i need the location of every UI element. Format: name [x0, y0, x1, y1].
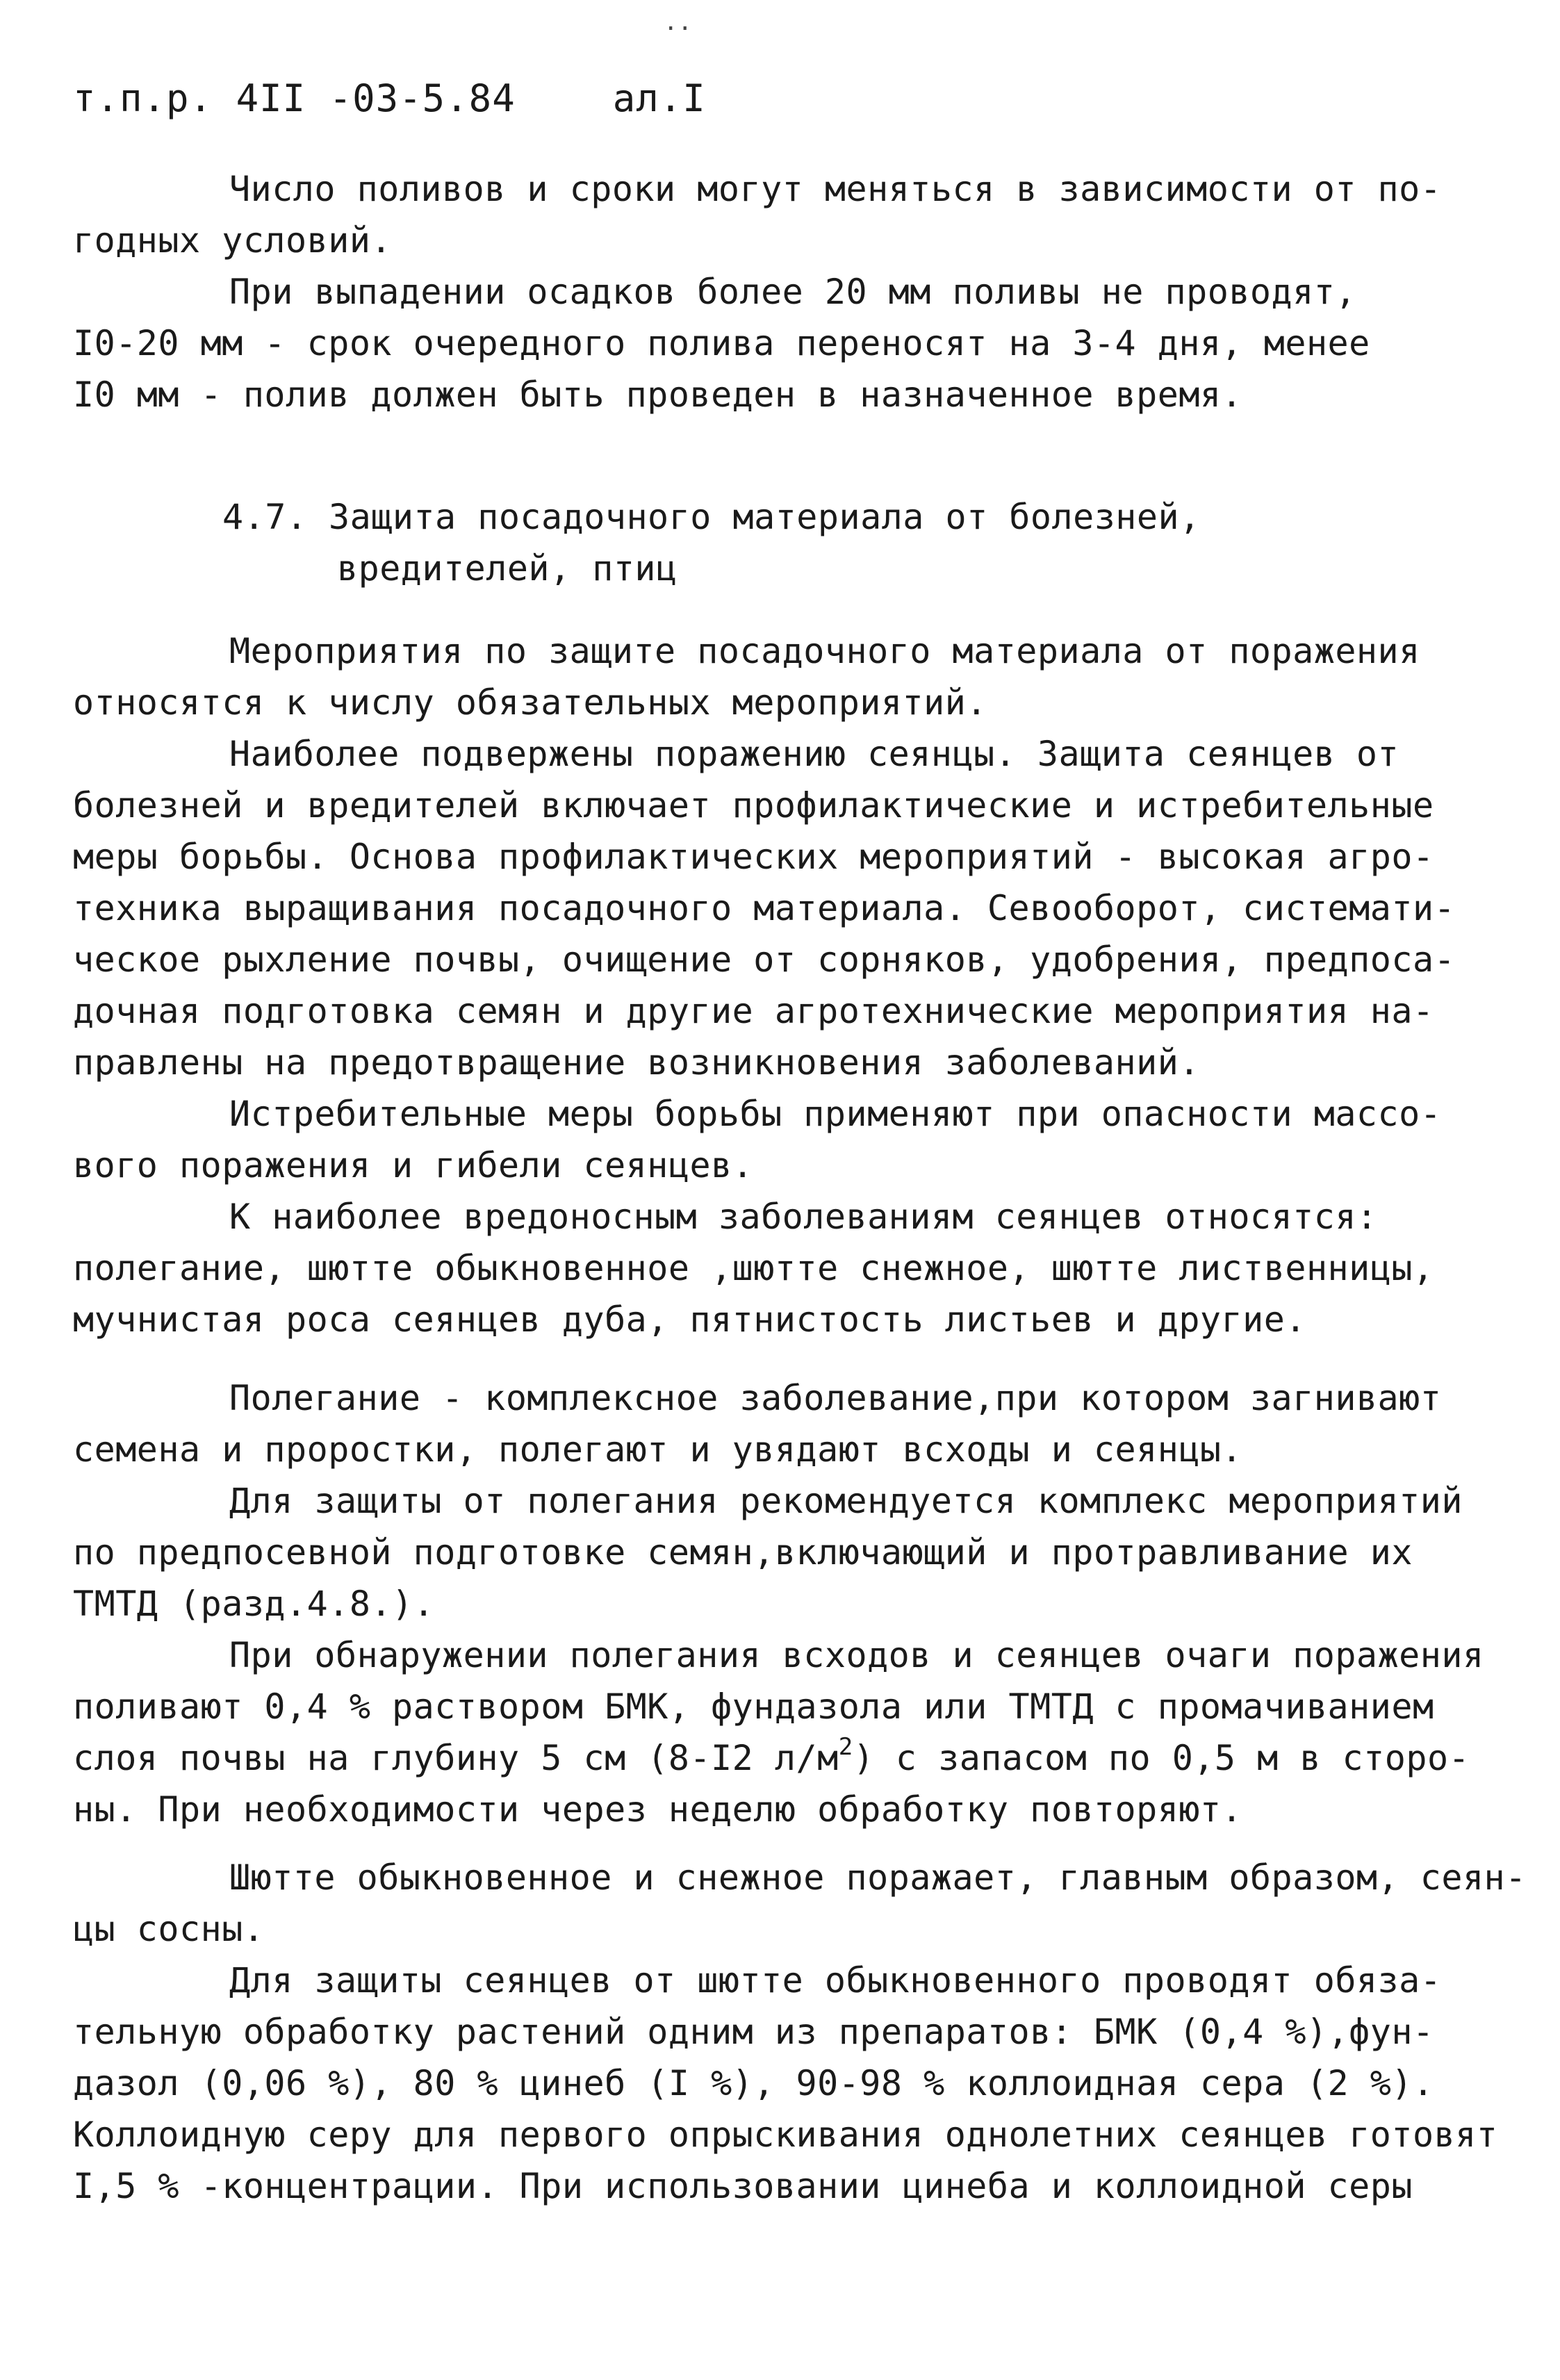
text-line: дочная подготовка семян и другие агротехнические мероприятия на-	[73, 991, 1434, 1031]
text-line: вого поражения и гибели сеянцев.	[73, 1145, 754, 1185]
text-block	[73, 491, 1504, 594]
text-line: мучнистая роса сеянцев дуба, пятнистость листьев и другие.	[73, 1299, 1306, 1340]
text-block	[73, 1372, 1504, 1835]
text-block	[73, 163, 1504, 420]
text-line: вредителей, птиц	[337, 548, 678, 589]
text-line: При обнаружении полегания всходов и сеянцев очаги поражения	[229, 1635, 1484, 1675]
text-line: болезней и вредителей включает профилактические и истребительные	[73, 785, 1434, 826]
text-line: относятся к числу обязательных мероприятий.	[73, 682, 987, 723]
text-line: тельную обработку растений одним из препаратов: БМК (0,4 %),фун-	[73, 2012, 1434, 2052]
text-line: правлены на предотвращение возникновения заболеваний.	[73, 1042, 1200, 1083]
text-line: Истребительные меры борьбы применяют при опасности массо-	[229, 1094, 1442, 1134]
text-line: I0-20 мм - срок очередного полива переносят на 3-4 дня, менее	[73, 323, 1370, 363]
text-line: ческое рыхление почвы, очищение от сорняков, удобрения, предпоса-	[73, 939, 1456, 980]
text-block	[73, 625, 1504, 1345]
sheet-number: ал.I	[612, 76, 706, 120]
text-line	[73, 1732, 1504, 1784]
text-line: 4.7. Защита посадочного материала от болезней,	[222, 497, 1201, 537]
text-line: Полегание - комплексное заболевание,при котором загнивают	[229, 1378, 1442, 1418]
text-line: поливают 0,4 % раствором БМК, фундазола или ТМТД с промачиванием	[73, 1686, 1434, 1727]
text-line: семена и проростки, полегают и увядают всходы и сеянцы.	[73, 1429, 1243, 1470]
top-mark: ..	[664, 8, 692, 36]
superscript: 2	[838, 1733, 853, 1761]
text-line: ны. При необходимости через неделю обработку повторяют.	[73, 1789, 1243, 1830]
text-line: цы сосны.	[73, 1909, 265, 1949]
text-line: дазол (0,06 %), 80 % цинеб (I %), 90-98 % коллоидная сера (2 %).	[73, 2063, 1434, 2103]
text-line: полегание, шютте обыкновенное ,шютте снежное, шютте лиственницы,	[73, 1248, 1434, 1288]
document-code: т.п.р. 4II -03-5.84	[73, 76, 516, 120]
text-line: Шютте обыкновенное и снежное поражает, главным образом, сеян-	[229, 1857, 1527, 1898]
text-line: I0 мм - полив должен быть проведен в назначенное время.	[73, 375, 1243, 415]
text-line: Мероприятия по защите посадочного материала от поражения	[229, 631, 1420, 671]
text-line: При выпадении осадков более 20 мм поливы не проводят,	[229, 272, 1356, 312]
text-line: I,5 % -концентрации. При использовании цинеба и коллоидной серы	[73, 2166, 1413, 2206]
text-line: меры борьбы. Основа профилактических мероприятий - высокая агро-	[73, 837, 1434, 877]
text-line-part: слоя почвы на глубину 5 см (8-I2 л/м	[73, 1738, 839, 1778]
text-line: по предпосевной подготовке семян,включающий и протравливание их	[73, 1532, 1413, 1573]
page-header	[73, 76, 706, 120]
text-line: Для защиты сеянцев от шютте обыкновенного проводят обяза-	[229, 1960, 1442, 2001]
text-block	[73, 1852, 1527, 2212]
text-line: годных условий.	[73, 220, 393, 261]
text-line: Для защиты от полегания рекомендуется комплекс мероприятий	[229, 1481, 1463, 1521]
text-line: ТМТД (разд.4.8.).	[73, 1584, 435, 1624]
text-line: Коллоидную серу для первого опрыскивания однолетних сеянцев готовят	[73, 2115, 1498, 2155]
text-line: Наиболее подвержены поражению сеянцы. Защита сеянцев от	[229, 734, 1399, 774]
text-line-part: ) с запасом по 0,5 м в сторо-	[853, 1738, 1470, 1778]
text-line: К наиболее вредоносным заболеваниям сеянцев относятся:	[229, 1197, 1378, 1237]
text-line: техника выращивания посадочного материала. Севооборот, системати-	[73, 888, 1456, 928]
text-line: Число поливов и сроки могут меняться в зависимости от по-	[229, 169, 1442, 209]
